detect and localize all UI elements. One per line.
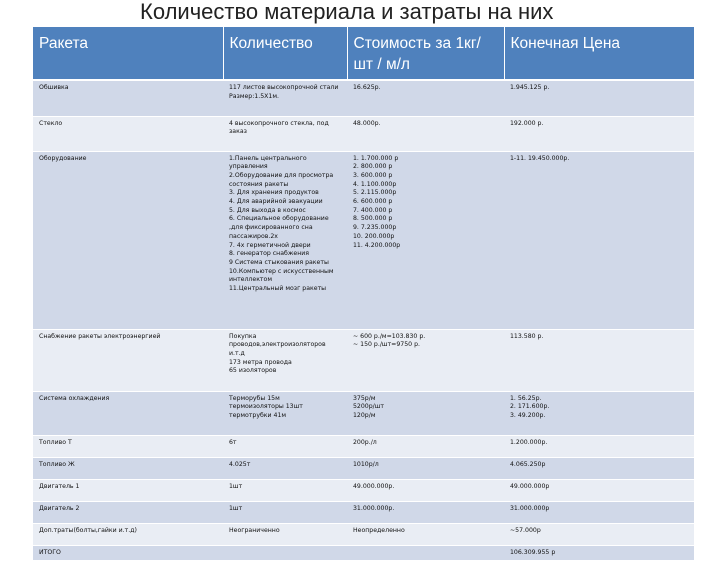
cell-quantity: 1.Панель центрального управления 2.Оборудование для просмотра состояния ракеты 3. Для хранения продуктов 4. Для аварийной эвакуации 5. Для выхода в космос 6. Специальное оборудование ,для фиксированного сна пассажиров.2х 7. 4х герметичной двери 8. генератор снабжения 9 Система стыкования ракеты 10.Компьютер с искусственным интеллектом 11.Центральный мозг ракеты: [223, 151, 347, 329]
cell-total: ~57.000р: [504, 523, 694, 545]
cell-quantity: Терморубы 15м термоизоляторы 13шт термотрубки 41м: [223, 391, 347, 435]
header-final-price: Конечная Цена: [504, 27, 694, 80]
cell-total: 1.200.000р.: [504, 435, 694, 457]
cell-total: 1.945.125 р.: [504, 80, 694, 116]
cell-item: Стекло: [33, 116, 223, 151]
cell-quantity: 1шт: [223, 501, 347, 523]
cell-item: ИТОГО: [33, 545, 223, 561]
cell-item: Система охлаждения: [33, 391, 223, 435]
cell-total: 192.000 р.: [504, 116, 694, 151]
cell-quantity: 117 листов высокопрочной стали Размер:1.5X1м.: [223, 80, 347, 116]
header-unit-cost: Стоимость за 1кг/шт / м/л: [347, 27, 504, 80]
cell-quantity: 4 высокопрочного стекла, под заказ: [223, 116, 347, 151]
cell-unit-cost: Неопределенно: [347, 523, 504, 545]
table-row: [33, 151, 694, 329]
cell-item: Двигатель 1: [33, 479, 223, 501]
table-row: [33, 479, 694, 501]
cell-total: 1-11. 19.450.000р.: [504, 151, 694, 329]
cell-total: 49.000.000р: [504, 479, 694, 501]
cell-unit-cost: 31.000.000р.: [347, 501, 504, 523]
header-rocket: Ракета: [33, 27, 223, 80]
cell-quantity: 6т: [223, 435, 347, 457]
cell-total: 4.065.250р: [504, 457, 694, 479]
cell-total: 1. 56.25р. 2. 171.600р. 3. 49.200р.: [504, 391, 694, 435]
cell-unit-cost: 1010р/л: [347, 457, 504, 479]
table-row: [33, 523, 694, 545]
table-row: [33, 329, 694, 391]
cell-quantity: Неограниченно: [223, 523, 347, 545]
cell-quantity: 4.025т: [223, 457, 347, 479]
table-row: [33, 391, 694, 435]
cell-total: 106.309.955 р: [504, 545, 694, 561]
table-row: [33, 457, 694, 479]
cost-table: [33, 27, 695, 561]
cell-total: 113.580 р.: [504, 329, 694, 391]
table-row: [33, 80, 694, 116]
cell-unit-cost: 48.000р.: [347, 116, 504, 151]
cell-unit-cost: 1. 1.700.000 р 2. 800.000 р 3. 600.000 р 4. 1.100.000р 5. 2.115.000р 6. 600.000 р 7. 400.000 р 8. 500.000 р 9. 7.235.000р 10. 200.000р 11. 4.200.000р: [347, 151, 504, 329]
cell-item: Снабжение ракеты электроэнергией: [33, 329, 223, 391]
table-header-row: [33, 27, 694, 80]
cell-quantity: [223, 545, 347, 561]
cell-unit-cost: ~ 600 р./м=103.830 р. ~ 150 р./шт=9750 р.: [347, 329, 504, 391]
cell-total: 31.000.000р: [504, 501, 694, 523]
cell-item: Оборудование: [33, 151, 223, 329]
cell-unit-cost: 16.625р.: [347, 80, 504, 116]
cell-unit-cost: 375р/м 5200р/шт 120р/м: [347, 391, 504, 435]
cell-unit-cost: [347, 545, 504, 561]
cell-item: Топливо Т: [33, 435, 223, 457]
table-row: [33, 501, 694, 523]
cell-item: Доп.траты(болты,гайки и.т.д): [33, 523, 223, 545]
cell-quantity: 1шт: [223, 479, 347, 501]
cell-quantity: Покупка проводов,электроизоляторов и.т.д 173 метра провода 65 изоляторов: [223, 329, 347, 391]
cell-item: Двигатель 2: [33, 501, 223, 523]
cell-unit-cost: 49.000.000р.: [347, 479, 504, 501]
table-row-total: [33, 545, 694, 561]
cell-unit-cost: 200р./л: [347, 435, 504, 457]
cell-item: Обшивка: [33, 80, 223, 116]
table-row: [33, 116, 694, 151]
table-row: [33, 435, 694, 457]
cell-item: Топливо Ж: [33, 457, 223, 479]
header-quantity: Количество: [223, 27, 347, 80]
slide-title: Количество материала и затраты на них: [140, 0, 554, 24]
